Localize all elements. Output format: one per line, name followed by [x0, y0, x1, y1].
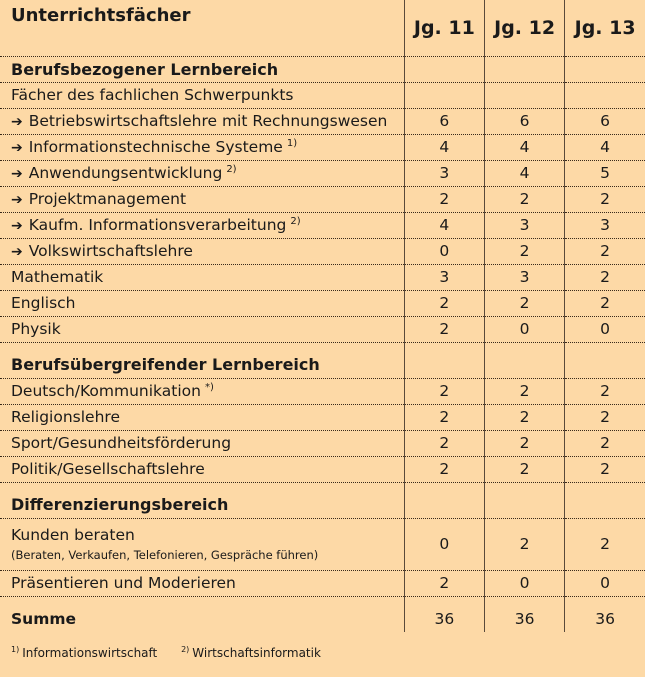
right-arrow-icon: ➔: [11, 166, 23, 182]
table-row: [0, 456, 645, 482]
subject-name: Englisch: [11, 294, 76, 312]
spacer-row: [0, 596, 645, 606]
hours-value: 6: [565, 108, 645, 134]
hours-value: 0: [484, 316, 564, 342]
subject-detail: (Beraten, Verkaufen, Telefonieren, Gespräche führen): [11, 548, 319, 562]
hours-value: 0: [484, 570, 564, 596]
subject-name: Informationstechnische Systeme: [28, 138, 283, 156]
right-arrow-icon: ➔: [11, 218, 23, 234]
hours-value: 2: [565, 456, 645, 482]
footnote-mark: 2): [181, 645, 190, 654]
subject-name: Deutsch/Kommunikation: [11, 382, 201, 400]
hours-value: 2: [484, 518, 564, 570]
sum-value: 36: [484, 606, 564, 632]
empty-cell: [565, 56, 645, 82]
table-row: [0, 570, 645, 596]
right-arrow-icon: ➔: [11, 192, 23, 208]
sum-row: [0, 606, 645, 632]
hours-value: 2: [565, 186, 645, 212]
spacer-row: [0, 482, 645, 492]
subject-cell: [0, 108, 404, 134]
hours-value: 2: [404, 570, 484, 596]
subject-name: Anwendungsentwicklung: [28, 164, 223, 182]
spacer-cell: [565, 342, 645, 352]
subject-group-label: Fächer des fachlichen Schwerpunkts: [0, 82, 404, 108]
subject-cell: [0, 264, 404, 290]
hours-value: 2: [404, 290, 484, 316]
hours-value: 2: [404, 316, 484, 342]
subject-name: Physik: [11, 320, 61, 338]
hours-value: 3: [565, 212, 645, 238]
footnote: [181, 646, 321, 660]
section-row: [0, 56, 645, 82]
column-header: Jg. 11: [404, 0, 484, 56]
subject-name: Betriebswirtschaftslehre mit Rechnungswesen: [28, 112, 388, 130]
hours-value: 2: [484, 378, 564, 404]
section-row: [0, 352, 645, 378]
hours-value: 2: [484, 456, 564, 482]
hours-value: 0: [565, 570, 645, 596]
footnote-reference: 1): [286, 137, 298, 149]
hours-value: 5: [565, 160, 645, 186]
subject-name: Sport/Gesundheitsförderung: [11, 434, 232, 452]
spacer-cell: [404, 596, 484, 606]
hours-value: 0: [565, 316, 645, 342]
table-row: [0, 212, 645, 238]
hours-value: 2: [565, 404, 645, 430]
hours-value: 2: [404, 404, 484, 430]
hours-value: 0: [404, 238, 484, 264]
hours-value: 2: [484, 290, 564, 316]
table-row: [0, 108, 645, 134]
sum-label: Summe: [11, 610, 77, 628]
subject-name: Religionslehre: [11, 408, 120, 426]
table-row: [0, 290, 645, 316]
spacer-cell: [404, 482, 484, 492]
hours-value: 2: [484, 404, 564, 430]
subject-cell: [0, 378, 404, 404]
text-row: [0, 82, 645, 108]
hours-value: 3: [484, 212, 564, 238]
footnote-reference: *): [204, 381, 214, 393]
footnotes: [0, 646, 645, 660]
section-heading: Berufsübergreifender Lernbereich: [0, 352, 404, 378]
subject-name: Kunden beraten: [11, 526, 135, 544]
subject-name: Kaufm. Informationsverarbeitung: [28, 216, 287, 234]
hours-value: 2: [565, 264, 645, 290]
hours-value: 2: [484, 186, 564, 212]
empty-cell: [484, 82, 564, 108]
table-row: [0, 264, 645, 290]
empty-cell: [484, 492, 564, 518]
hours-value: 2: [404, 430, 484, 456]
hours-value: 2: [565, 290, 645, 316]
hours-value: 3: [484, 264, 564, 290]
hours-value: 4: [484, 160, 564, 186]
right-arrow-icon: ➔: [11, 114, 23, 130]
hours-value: 6: [484, 108, 564, 134]
right-arrow-icon: ➔: [11, 244, 23, 260]
hours-value: 2: [404, 378, 484, 404]
hours-value: 4: [565, 134, 645, 160]
subject-cell: [0, 456, 404, 482]
empty-cell: [565, 82, 645, 108]
table-row: [0, 518, 645, 570]
table-row: [0, 378, 645, 404]
hours-value: 4: [404, 212, 484, 238]
spacer-cell: [484, 482, 564, 492]
spacer-cell: [565, 482, 645, 492]
table-row: [0, 316, 645, 342]
subject-cell: [0, 186, 404, 212]
empty-cell: [404, 82, 484, 108]
subject-name: Politik/Gesellschaftslehre: [11, 460, 205, 478]
subject-cell: [0, 238, 404, 264]
empty-cell: [404, 492, 484, 518]
table-title: Unterrichtsfächer: [0, 0, 404, 56]
subject-cell: [0, 430, 404, 456]
hours-value: 2: [484, 430, 564, 456]
subject-name: Mathematik: [11, 268, 104, 286]
column-header: Jg. 13: [565, 0, 645, 56]
table-row: [0, 238, 645, 264]
table-row: [0, 430, 645, 456]
subject-cell: [0, 290, 404, 316]
sum-value: 36: [565, 606, 645, 632]
spacer-cell: [484, 596, 564, 606]
empty-cell: [484, 56, 564, 82]
footnote: [11, 646, 157, 660]
subject-cell: [0, 316, 404, 342]
table-row: [0, 134, 645, 160]
subject-name: Projektmanagement: [28, 190, 187, 208]
table-row: [0, 160, 645, 186]
footnote-text: Informationswirtschaft: [22, 646, 158, 660]
subject-cell: [0, 134, 404, 160]
hours-value: 2: [565, 518, 645, 570]
hours-value: 4: [404, 134, 484, 160]
spacer-cell: [0, 342, 404, 352]
empty-cell: [484, 352, 564, 378]
hours-value: 2: [565, 378, 645, 404]
empty-cell: [565, 492, 645, 518]
footnote-reference: 2): [226, 163, 237, 175]
hours-value: 3: [404, 264, 484, 290]
subject-cell: [0, 404, 404, 430]
section-heading: Differenzierungsbereich: [0, 492, 404, 518]
spacer-cell: [565, 596, 645, 606]
spacer-row: [0, 342, 645, 352]
empty-cell: [404, 56, 484, 82]
right-arrow-icon: ➔: [11, 140, 23, 156]
subject-cell: [0, 570, 404, 596]
section-heading: Berufsbezogener Lernbereich: [0, 56, 404, 82]
subject-cell: [0, 212, 404, 238]
section-row: [0, 492, 645, 518]
subject-name: Präsentieren und Moderieren: [11, 574, 236, 592]
table-row: [0, 186, 645, 212]
hours-value: 2: [404, 186, 484, 212]
subject-cell: [0, 518, 404, 570]
spacer-cell: [0, 596, 404, 606]
spacer-cell: [404, 342, 484, 352]
footnote-reference: 2): [290, 215, 301, 227]
table-header: [0, 0, 645, 56]
hours-value: 0: [404, 518, 484, 570]
sum-value: 36: [404, 606, 484, 632]
empty-cell: [404, 352, 484, 378]
footnote-text: Wirtschaftsinformatik: [192, 646, 321, 660]
column-header: Jg. 12: [484, 0, 564, 56]
empty-cell: [565, 352, 645, 378]
hours-value: 2: [484, 238, 564, 264]
table-row: [0, 404, 645, 430]
table-body: [0, 56, 645, 632]
footnote-mark: 1): [11, 645, 20, 654]
hours-value: 3: [404, 160, 484, 186]
spacer-cell: [484, 342, 564, 352]
subject-name: Volkswirtschaftslehre: [28, 242, 193, 260]
hours-value: 2: [565, 430, 645, 456]
hours-value: 2: [404, 456, 484, 482]
hours-value: 2: [565, 238, 645, 264]
hours-value: 6: [404, 108, 484, 134]
subject-cell: [0, 160, 404, 186]
hours-value: 4: [484, 134, 564, 160]
spacer-cell: [0, 482, 404, 492]
